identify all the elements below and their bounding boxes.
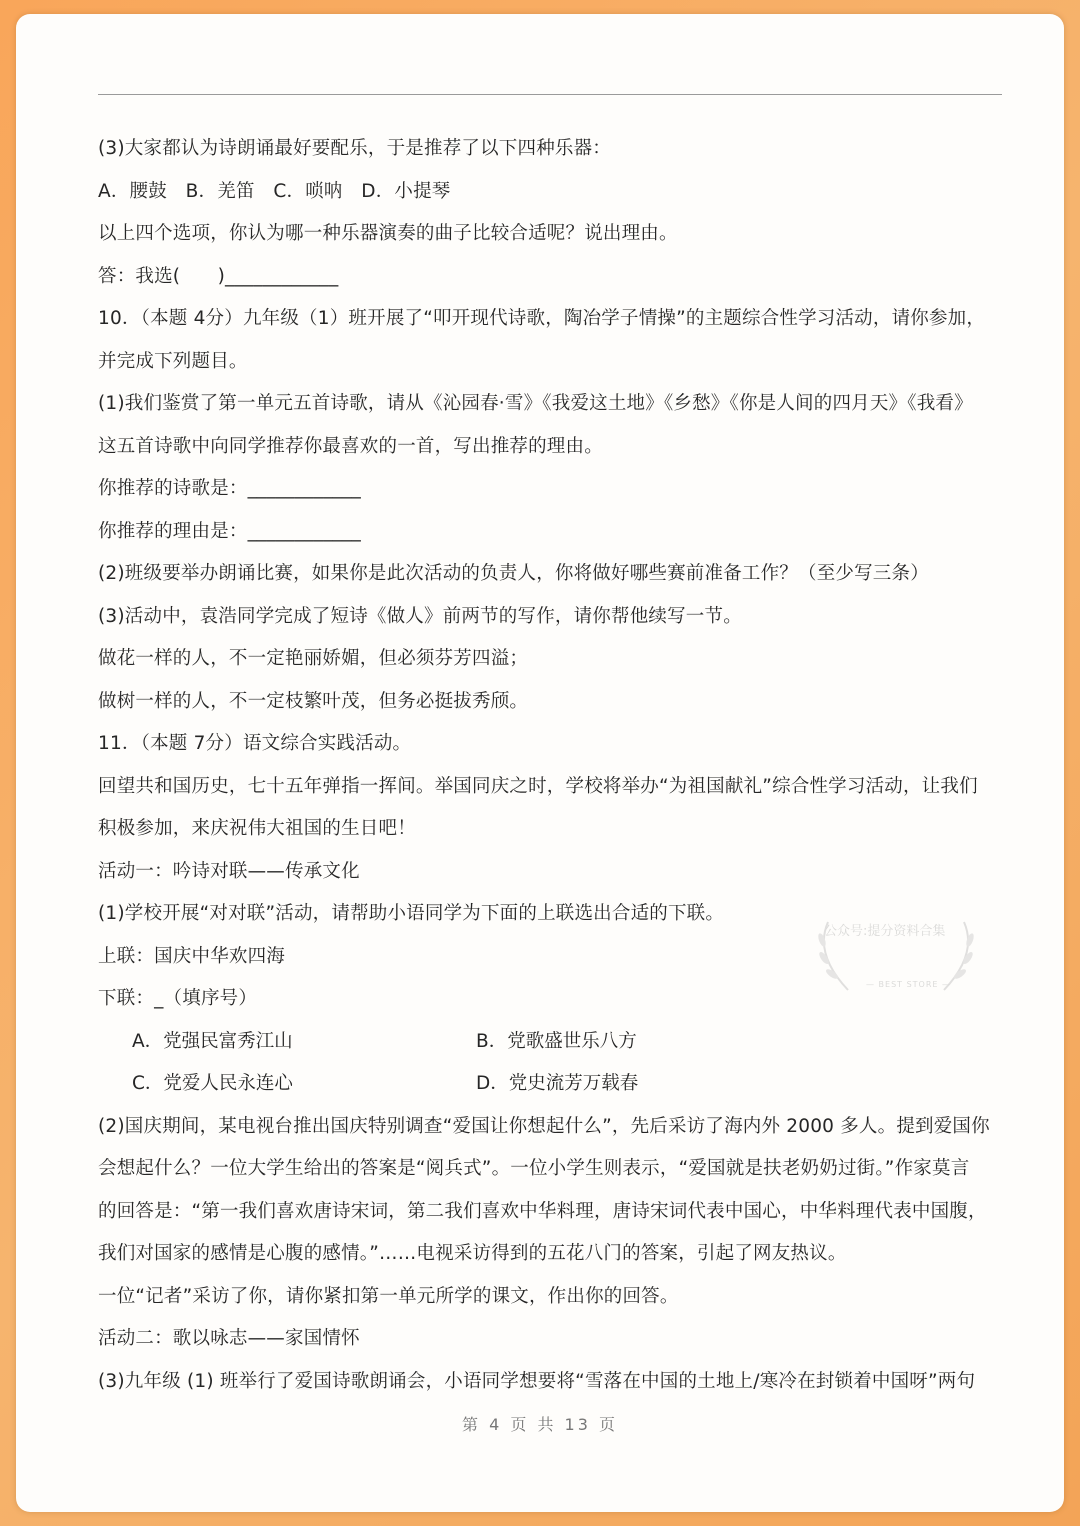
- text-line: (3)活动中，袁浩同学完成了短诗《做人》前两节的写作，请你帮他续写一节。: [98, 606, 742, 627]
- text-line: A．腰鼓 B．羌笛 C．唢呐 D．小提琴: [98, 181, 451, 202]
- text-line: (3)大家都认为诗朗诵最好要配乐，于是推荐了以下四种乐器：: [98, 138, 612, 159]
- text-line: 以上四个选项，你认为哪一种乐器演奏的曲子比较合适呢？说出理由。: [98, 223, 678, 244]
- watermark-stamp: [808, 914, 984, 998]
- text-line: (2)班级要举办朗诵比赛，如果你是此次活动的负责人，你将做好哪些赛前准备工作？（至少写三条）: [98, 563, 929, 584]
- text-line: 你推荐的诗歌是：____________: [98, 478, 362, 499]
- text-line: (1)我们鉴赏了第一单元五首诗歌，请从《沁园春·雪》《我爱这土地》《乡愁》《你是人间的四月天》《我看》: [98, 393, 973, 414]
- text-line: 回望共和国历史，七十五年弹指一挥间。举国同庆之时，学校将举办“为祖国献礼”综合性学习活动，让我们: [98, 776, 978, 797]
- text-line: 做树一样的人，不一定枝繁叶茂，但务必挺拔秀颀。: [98, 691, 529, 712]
- text-line: (3)九年级 (1) 班举行了爱国诗歌朗诵会，小语同学想要将“雪落在中国的土地上/寒冷在封锁着中国呀”两句: [98, 1371, 976, 1392]
- text-line: 积极参加，来庆祝伟大祖国的生日吧！: [98, 818, 416, 839]
- question-11: 11．（本题 7分）语文综合实践活动。: [98, 733, 412, 754]
- question-10: 10．（本题 4分）九年级（1）班开展了“叩开现代诗歌，陶冶学子情操”的主题综合性学习活动，请你参加，: [98, 308, 986, 329]
- option-d: D．党史流芳万载春: [476, 1073, 639, 1094]
- text-line: 的回答是：“第一我们喜欢唐诗宋词，第二我们喜欢中华料理，唐诗宋词代表中国心，中华料理代表中国腹，: [98, 1201, 987, 1222]
- text-line: 活动一：吟诗对联——传承文化: [98, 861, 360, 882]
- text-line: 上联：国庆中华欢四海: [98, 946, 286, 967]
- text-line: (1)学校开展“对对联”活动，请帮助小语同学为下面的上联选出合适的下联。: [98, 903, 725, 924]
- text-line: (2)国庆期间，某电视台推出国庆特别调查“爱国让你想起什么”，先后采访了海内外 2000 多人。提到爱国你: [98, 1116, 990, 1137]
- page-number: 第 4 页 共 13 页: [462, 1415, 618, 1434]
- text-line: 你推荐的理由是：____________: [98, 521, 362, 542]
- text-line: 并完成下列题目。: [98, 351, 248, 372]
- text-line: 活动二：歌以咏志——家国情怀: [98, 1328, 360, 1349]
- text-line: 答：我选( )____________: [98, 266, 339, 287]
- text-line: 下联：_（填序号）: [98, 988, 258, 1009]
- text-line: 一位“记者”采访了你，请你紧扣第一单元所学的课文，作出你的回答。: [98, 1286, 679, 1307]
- text-line: 我们对国家的感情是心腹的感情。”……电视采访得到的五花八门的答案，引起了网友热议。: [98, 1243, 847, 1264]
- text-line: 会想起什么？一位大学生给出的答案是“阅兵式”。一位小学生则表示，“爱国就是扶老奶奶过街。”作家莫言: [98, 1158, 970, 1179]
- watermark-text: 公众号:提分资料合集: [824, 924, 946, 939]
- document-page: [16, 14, 1064, 1512]
- text-line: 做花一样的人，不一定艳丽娇媚，但必须芬芳四溢；: [98, 648, 529, 669]
- option-b: B．党歌盛世乐八方: [476, 1031, 637, 1052]
- text-line: 这五首诗歌中向同学推荐你最喜欢的一首，写出推荐的理由。: [98, 436, 603, 457]
- option-c: C．党爱人民永连心: [132, 1073, 293, 1094]
- watermark-subtext: — BEST STORE —: [866, 980, 952, 989]
- header-rule: [98, 94, 1002, 95]
- option-a: A．党强民富秀江山: [132, 1031, 293, 1052]
